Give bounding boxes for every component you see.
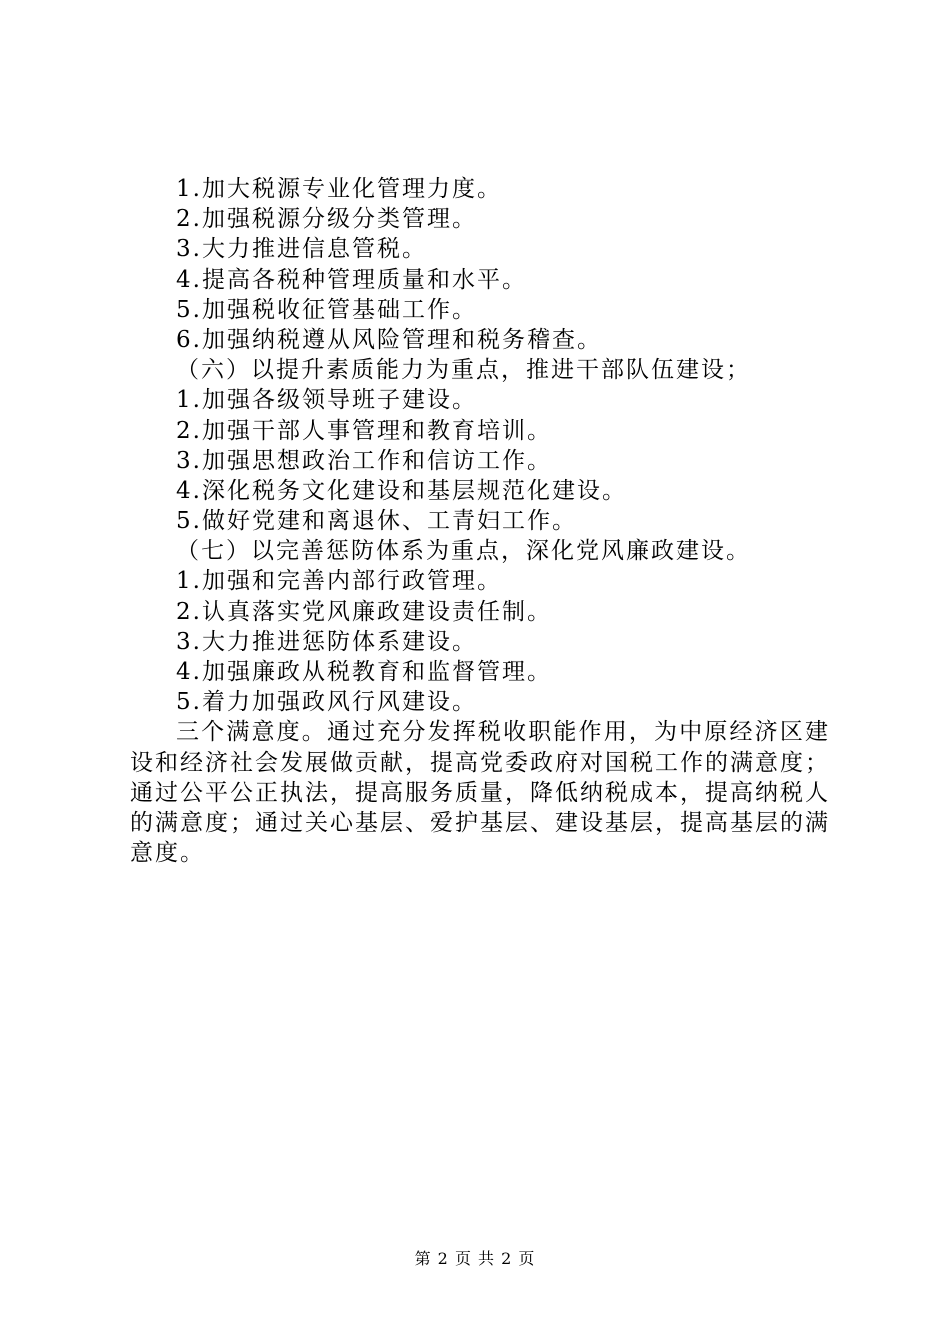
list-item: 6.加强纳税遵从风险管理和税务稽查。 — [176, 326, 602, 353]
list-item: 5.做好党建和离退休、工青妇工作。 — [176, 508, 577, 535]
list-item: 3.加强思想政治工作和信访工作。 — [176, 447, 552, 474]
body-paragraph: 三个满意度。通过充分发挥税收职能作用，为中原经济区建设和经济社会发展做贡献，提高党委政府对国税工作的满意度；通过公平公正执法，提高服务质量，降低纳税成本，提高纳税人的满意度；通过关心基层、爱护基层、建设基层，提高基层的满意度。 — [130, 719, 830, 867]
list-item: 4.加强廉政从税教育和监督管理。 — [176, 659, 552, 685]
list-item: 5.加强税收征管基础工作。 — [176, 296, 477, 323]
document-body — [130, 174, 830, 891]
section-heading: （七）以完善惩防体系为重点，深化党风廉政建设。 — [176, 538, 751, 565]
list-item: 1.加大税源专业化管理力度。 — [176, 176, 502, 202]
list-item: 2.加强税源分级分类管理。 — [176, 206, 477, 233]
list-item: 2.认真落实党风廉政建设责任制。 — [176, 598, 552, 625]
list-item: 1.加强和完善内部行政管理。 — [176, 568, 502, 595]
list-item: 5.着力加强政风行风建设。 — [176, 689, 477, 716]
list-item: 3.大力推进信息管税。 — [176, 236, 427, 263]
section-heading: （六）以提升素质能力为重点，推进干部队伍建设； — [176, 357, 751, 384]
list-item: 4.提高各税种管理质量和水平。 — [176, 266, 527, 293]
list-item: 1.加强各级领导班子建设。 — [176, 387, 477, 414]
list-item: 4.深化税务文化建设和基层规范化建设。 — [176, 477, 627, 504]
list-item: 3.大力推进惩防体系建设。 — [176, 628, 477, 655]
page-number-footer: 第 2 页 共 2 页 — [414, 1249, 536, 1268]
list-item: 2.加强干部人事管理和教育培训。 — [176, 417, 552, 444]
